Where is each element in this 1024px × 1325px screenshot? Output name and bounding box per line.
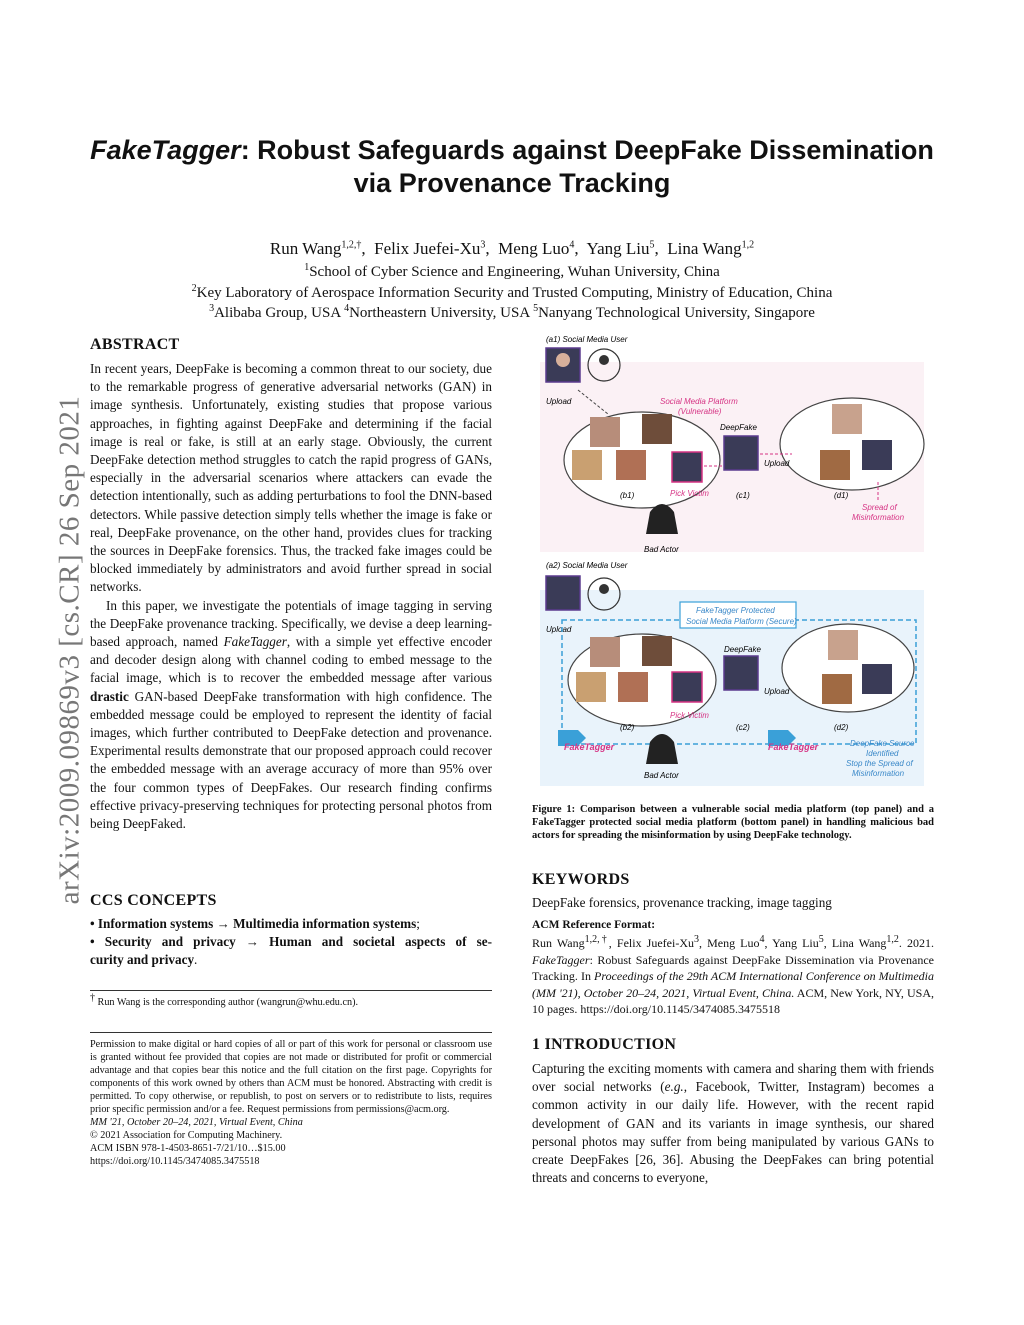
face-thumb [590, 417, 620, 447]
fake-face [862, 664, 892, 694]
intro-body [532, 1060, 934, 1187]
text: , Felix Juefei-Xu [608, 936, 694, 950]
deepfake-label: DeepFake [720, 423, 757, 432]
text: , Meng Luo [698, 936, 760, 950]
author-sup: 3 [480, 239, 486, 251]
text: Proceedings of the 29th ACM International Conference on Multimedia (MM '21), October 20–24, 2021, Virtual Event, China. [532, 969, 935, 1000]
text: • Information systems → Multimedia information systems [90, 916, 417, 931]
bad-actor-label: Bad Actor [644, 545, 679, 554]
abstract-p1: In recent years, DeepFake is becoming a common threat to our society, due to the remarkable progress of generative adversarial networks (GAN) in image synthesis. Unfortunately, existing studies that propose various approaches, in fighting against DeepFake and determining if the facial image is real or fake, is still at an early stage. Obviously, the current DeepFake detection method struggles to catch the rapid progress of GANs, especially in the adversarial scenarios where attackers can evade the detection intentionally, such as adding perturbations to fool the DNN-based detectors. While passive detection simply tells whether the image is fake or real, DeepFake provenance, on the other hand, provides clues for tracking the sources in DeepFake forensics. Thus, the tracked fake images could be blocked immediately by administrators and avoid further spread in social networks. [90, 361, 492, 595]
text: , Lina Wang [823, 936, 887, 950]
title-line2: via Provenance Tracking [353, 168, 671, 198]
d1-label: (d1) [834, 491, 849, 500]
permission-text: Permission to make digital or hard copies of all or part of this work for personal or classroom use is granted without fee provided that copies are not made or distributed for profit or commercial advantage and that copies bear this notice and the full citation on the first page. Copyrights for components of this work owned by others than ACM must be honored. Abstracting with credit is permitted. To copy otherwise, or republish, to post on servers or to redistribute to lists, requires prior specific permission and/or a fee. Request permissions from permissions@acm.org. [90, 1039, 492, 1115]
upload2-label: Upload [764, 459, 790, 468]
permission-rule [90, 1032, 492, 1033]
text: In this paper, we investigate the potentials of image tagging in serving the DeepFake provenance tracking. Specifically, we devise a deep learning-based approach, named [90, 597, 492, 650]
author: Yang Liu [586, 239, 650, 258]
ccs-concepts [90, 915, 492, 970]
abstract-p2 [90, 597, 492, 834]
abstract-heading: ABSTRACT [90, 336, 180, 353]
bad-actor-label: Bad Actor [644, 771, 679, 780]
author-sup: 4 [569, 239, 575, 251]
face-thumb [616, 450, 646, 480]
tag-label: FakeTagger [768, 742, 819, 752]
keywords-heading: KEYWORDS [532, 871, 630, 888]
text: 1,2,† [584, 934, 609, 945]
affiliation-text: Nanyang Technological University, Singapore [538, 305, 815, 321]
keywords-text: DeepFake forensics, provenance tracking, image tagging [532, 895, 832, 910]
text: . [194, 952, 198, 968]
face-thumb [618, 672, 648, 702]
text: , Facebook, Twitter, Instagram) becomes a common activity in our daily life. However, with the recent rapid development of GAN and its variants in image synthesis, our shared personal photos may suffer from being manipulated by various GANs to create DeepFakes [26, 36]. Abusing the DeepFakes can bring potential threats and concerns to everyone, [532, 1079, 934, 1186]
fake-face [724, 656, 758, 690]
affiliation-text: Alibaba Group, USA [214, 305, 341, 321]
text: 4 [759, 934, 765, 945]
text: e.g. [664, 1079, 684, 1095]
c1-label: (c1) [736, 491, 750, 500]
doi-link[interactable]: https://doi.org/10.1145/3474085.3475518 [90, 1156, 260, 1167]
fake-face [724, 436, 758, 470]
face-thumb [828, 630, 858, 660]
secure-label: FakeTagger Protected [696, 606, 775, 615]
avatar-head [599, 584, 609, 594]
affiliation-3: $^3$Alibaba Group, USA $^4$Northeastern University, USA $^5$Nanyang Technological University, Singapore [209, 303, 815, 321]
ccs-line [90, 915, 492, 933]
spread-label: Misinformation [852, 513, 905, 522]
text: FakeTagger [532, 952, 590, 967]
source-label: Misinformation [852, 769, 905, 778]
ccs-line: • Security and privacy → Human and societal aspects of se- [90, 934, 492, 950]
tag-label: FakeTagger [564, 742, 615, 752]
text: . [898, 936, 902, 950]
spread-label: Spread of [862, 503, 897, 512]
user-face [546, 576, 580, 610]
secure-label: Social Media Platform (Secure) [686, 617, 797, 626]
author-sup: 1,2 [741, 239, 755, 251]
arxiv-id: arXiv:2009.09869v3 [cs.CR] 26 Sep 2021 [53, 395, 86, 905]
face-icon [556, 353, 570, 367]
b2-label: (b2) [620, 723, 635, 732]
affiliation-text: Northeastern University, USA [349, 305, 530, 321]
face-thumb [832, 404, 862, 434]
upload-label: Upload [546, 625, 572, 634]
affiliation-2: $^2$Key Laboratory of Aerospace Information Security and Trusted Computing, Ministry of Education, China [191, 283, 833, 301]
platform-label: (Vulnerable) [678, 407, 722, 416]
text: Run Wang [532, 936, 585, 950]
text: , with a simple yet effective encoder and decoder design along with channel coding to embed message to the facial image, which is to recover the embedded message after various [90, 634, 492, 686]
upload-label: Upload [546, 397, 572, 406]
b1-label: (b1) [620, 491, 635, 500]
text: : Robust Safeguards against DeepFake Dissemination via Provenance Tracking. In [532, 952, 934, 984]
user-label: (a1) Social Media User [546, 335, 628, 344]
text: 1,2 [886, 934, 899, 945]
face-thumb [642, 414, 672, 444]
text: ; [416, 916, 420, 931]
source-label: Identified [866, 749, 899, 758]
text: ACM, New York, NY, USA, 10 pages. https://doi.org/10.1145/3474085.3475518 [532, 985, 934, 1017]
platform-label: Social Media Platform [660, 397, 738, 406]
footnote-mark: † [90, 992, 95, 1004]
author: Felix Juefei-Xu [374, 239, 481, 258]
footnote-text: Run Wang is the corresponding author (wangrun@whu.edu.cn). [97, 997, 359, 1008]
abstract-body [90, 360, 492, 833]
venue: MM '21, October 20–24, 2021, Virtual Event, China [90, 1117, 303, 1128]
acm-ref-heading: ACM Reference Format: [532, 919, 656, 931]
victim-face [672, 452, 702, 482]
copyright: © 2021 Association for Computing Machinery. [90, 1130, 283, 1141]
text: FakeTagger [223, 634, 287, 650]
face-thumb [642, 636, 672, 666]
title-italic: FakeTagger [90, 135, 241, 165]
source-label: Stop the Spread of [846, 759, 913, 768]
author: Meng Luo [498, 239, 570, 258]
ccs-heading: CCS CONCEPTS [90, 892, 217, 909]
avatar-head [599, 355, 609, 365]
acm-ref-text [532, 935, 934, 1018]
text: drastic [90, 688, 129, 704]
text: curity and privacy [90, 952, 195, 968]
isbn: ACM ISBN 978-1-4503-8651-7/21/10…$15.00 [90, 1143, 286, 1154]
deepfake-label: DeepFake [724, 645, 761, 654]
author-sup: 1,2,† [341, 239, 362, 251]
author-list: Run Wang$^{1,2,\dagger}$, Felix Juefei-Xu$^3$, Meng Luo$^4$, Yang Liu$^5$, Lina Wang$^{1,2}$ [269, 239, 755, 258]
affiliation-1: $^1$School of Cyber Science and Engineering, Wuhan University, China [304, 262, 720, 280]
author-sup: 5 [649, 239, 655, 251]
face-thumb [576, 672, 606, 702]
text: 2021. [901, 936, 935, 950]
title-line1: : Robust Safeguards against DeepFake Dissemination [240, 135, 934, 165]
pick-label: Pick Victim [670, 489, 709, 498]
footnote [90, 992, 492, 1009]
author: Run Wang [269, 239, 342, 258]
upload2-label: Upload [764, 687, 790, 696]
source-label: DeepFake Source [850, 739, 915, 748]
figure-caption: Figure 1: Comparison between a vulnerable social media platform (top panel) and a FakeTagger protected social media platform (bottom panel) in handling malicious bad actors for spreading the misinformation by using DeepFake technology. [532, 804, 934, 842]
figure-1 [532, 332, 936, 792]
c2-label: (c2) [736, 723, 750, 732]
text: 5 [818, 934, 824, 945]
text: , Yang Liu [764, 936, 819, 950]
pick-label: Pick Victim [670, 711, 709, 720]
affiliation-text: School of Cyber Science and Engineering, Wuhan University, China [309, 264, 720, 280]
paper-title [60, 134, 964, 200]
d2-label: (d2) [834, 723, 849, 732]
text: GAN-based DeepFake transformation with high confidence. The embedded message could be employed to represent the identity of facial images, which further contributed to DeepFake detection and provenance. Experimental results demonstrate that our proposed approach could recover the embedded message with an average accuracy of more than 95% over the four common types of DeepFakes. Our research finding confirms effective privacy-preserving techniques for protecting personal photos from being DeepFaked. [90, 688, 492, 832]
ccs-line [90, 951, 492, 969]
permission-block [90, 1038, 492, 1168]
author: Lina Wang [667, 239, 742, 258]
face-thumb [820, 450, 850, 480]
victim-face [672, 672, 702, 702]
face-thumb [572, 450, 602, 480]
fake-face [862, 440, 892, 470]
user-label: (a2) Social Media User [546, 561, 628, 570]
face-thumb [822, 674, 852, 704]
affiliation-text: Key Laboratory of Aerospace Information Security and Trusted Computing, Ministry of Education, China [196, 285, 833, 301]
text: Capturing the exciting moments with camera and sharing them with friends over social networks ( [532, 1061, 934, 1095]
face-thumb [590, 637, 620, 667]
text: 3 [693, 934, 699, 945]
intro-heading: 1 INTRODUCTION [532, 1036, 677, 1053]
footnote-rule [90, 990, 492, 991]
